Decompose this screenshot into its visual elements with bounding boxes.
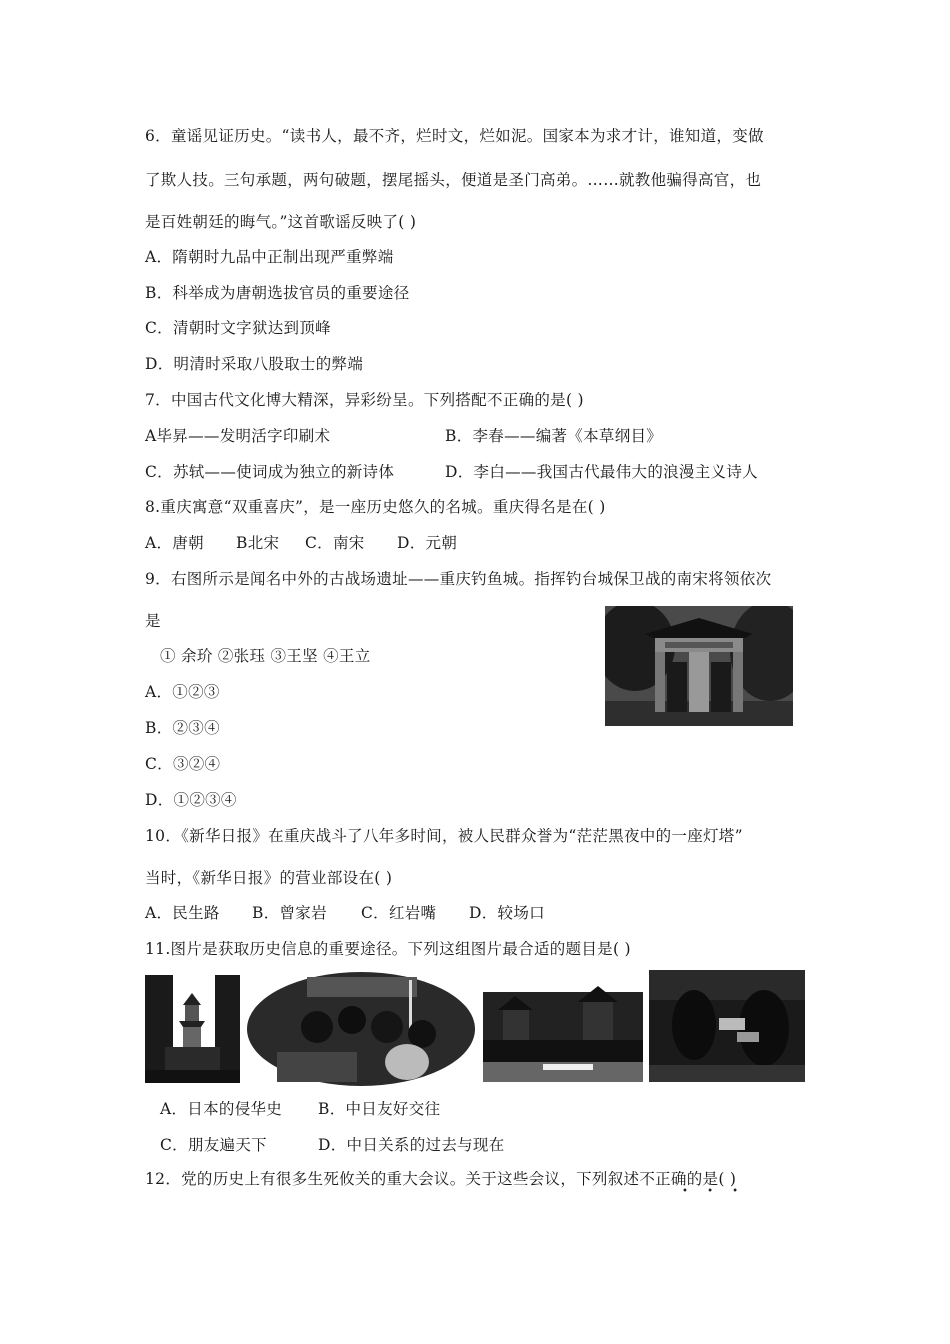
q7-option-c: C．苏轼——使词成为独立的新诗体	[145, 463, 395, 481]
q6-stem-line-2: 了欺人技。三句承题，两句破题，摆尾摇头，便道是圣门高弟。……就教他骗得高官，也	[145, 171, 762, 189]
q9-names: ① 余玠 ②张珏 ③王坚 ④王立	[160, 647, 371, 665]
q10-option-c: C．红岩嘴	[361, 904, 437, 922]
q9-stem-line-1: 9．右图所示是闻名中外的古战场遗址——重庆钓鱼城。指挥钓台城保卫战的南宋将领依次	[145, 570, 772, 588]
q8-option-b: B北宋	[236, 534, 280, 552]
q8-stem: 8.重庆寓意“双重喜庆”，是一座历史悠久的名城。重庆得名是在( )	[145, 498, 606, 516]
q6-option-c: C．清朝时文字狱达到顶峰	[145, 319, 331, 337]
q10-stem-line-2: 当时，《新华日报》的营业部设在( )	[145, 869, 393, 887]
q6-stem-line-1: 6．童谣见证历史。“读书人，最不齐，烂时文，烂如泥。国家本为求才计，谁知道，变做	[145, 127, 764, 145]
q6-option-b: B．科举成为唐朝选拔官员的重要途径	[145, 284, 410, 302]
q10-option-a: A．民生路	[145, 904, 220, 922]
q11-option-c: C．朋友遍天下	[160, 1136, 267, 1154]
q7-stem: 7．中国古代文化博大精深，异彩纷呈。下列搭配不正确的是( )	[145, 391, 584, 409]
q6-option-d: D．明清时采取八股取士的弊端	[145, 355, 364, 373]
q9-stem-line-2: 是	[145, 612, 161, 630]
emphasis-dots: • • •	[682, 1186, 747, 1197]
q7-option-a: A毕昇——发明活字印刷术	[145, 427, 331, 445]
q10-option-b: B．曾家岩	[252, 904, 327, 922]
q10-option-d: D．较场口	[469, 904, 545, 922]
q9-option-c: C．③②④	[145, 755, 221, 773]
q11-option-b: B．中日友好交往	[318, 1100, 441, 1118]
diaoyu-city-gate-photo	[605, 606, 793, 726]
q11-option-a: A．日本的侵华史	[160, 1100, 283, 1118]
pagoda-photo	[145, 975, 240, 1083]
q7-option-b: B．李春——编著《本草纲目》	[445, 427, 663, 445]
q11-stem: 11.图片是获取历史信息的重要途径。下列这组图片最合适的题目是( )	[145, 940, 631, 958]
meeting-photo	[247, 972, 476, 1086]
q6-option-a: A．隋朝时九品中正制出现严重弊端	[145, 248, 394, 266]
q8-option-c: C．南宋	[305, 534, 365, 552]
handshake-photo	[649, 970, 805, 1082]
q9-option-a: A．①②③	[145, 683, 220, 701]
q11-option-d: D．中日关系的过去与现在	[318, 1136, 505, 1154]
palace-photo	[483, 972, 643, 1082]
q12-stem: 12．党的历史上有很多生死攸关的重大会议。关于这些会议，下列叙述不正确的是( )	[145, 1170, 737, 1188]
q7-option-d: D．李白——我国古代最伟大的浪漫主义诗人	[445, 463, 758, 481]
q9-option-b: B．②③④	[145, 719, 220, 737]
q6-stem-line-3: 是百姓朝廷的晦气。”这首歌谣反映了( )	[145, 213, 417, 231]
q8-option-a: A．唐朝	[145, 534, 204, 552]
q10-stem-line-1: 10．《新华日报》在重庆战斗了八年多时间，被人民群众誉为“茫茫黑夜中的一座灯塔”	[145, 827, 743, 845]
q8-option-d: D．元朝	[397, 534, 458, 552]
q9-option-d: D．①②③④	[145, 791, 237, 809]
